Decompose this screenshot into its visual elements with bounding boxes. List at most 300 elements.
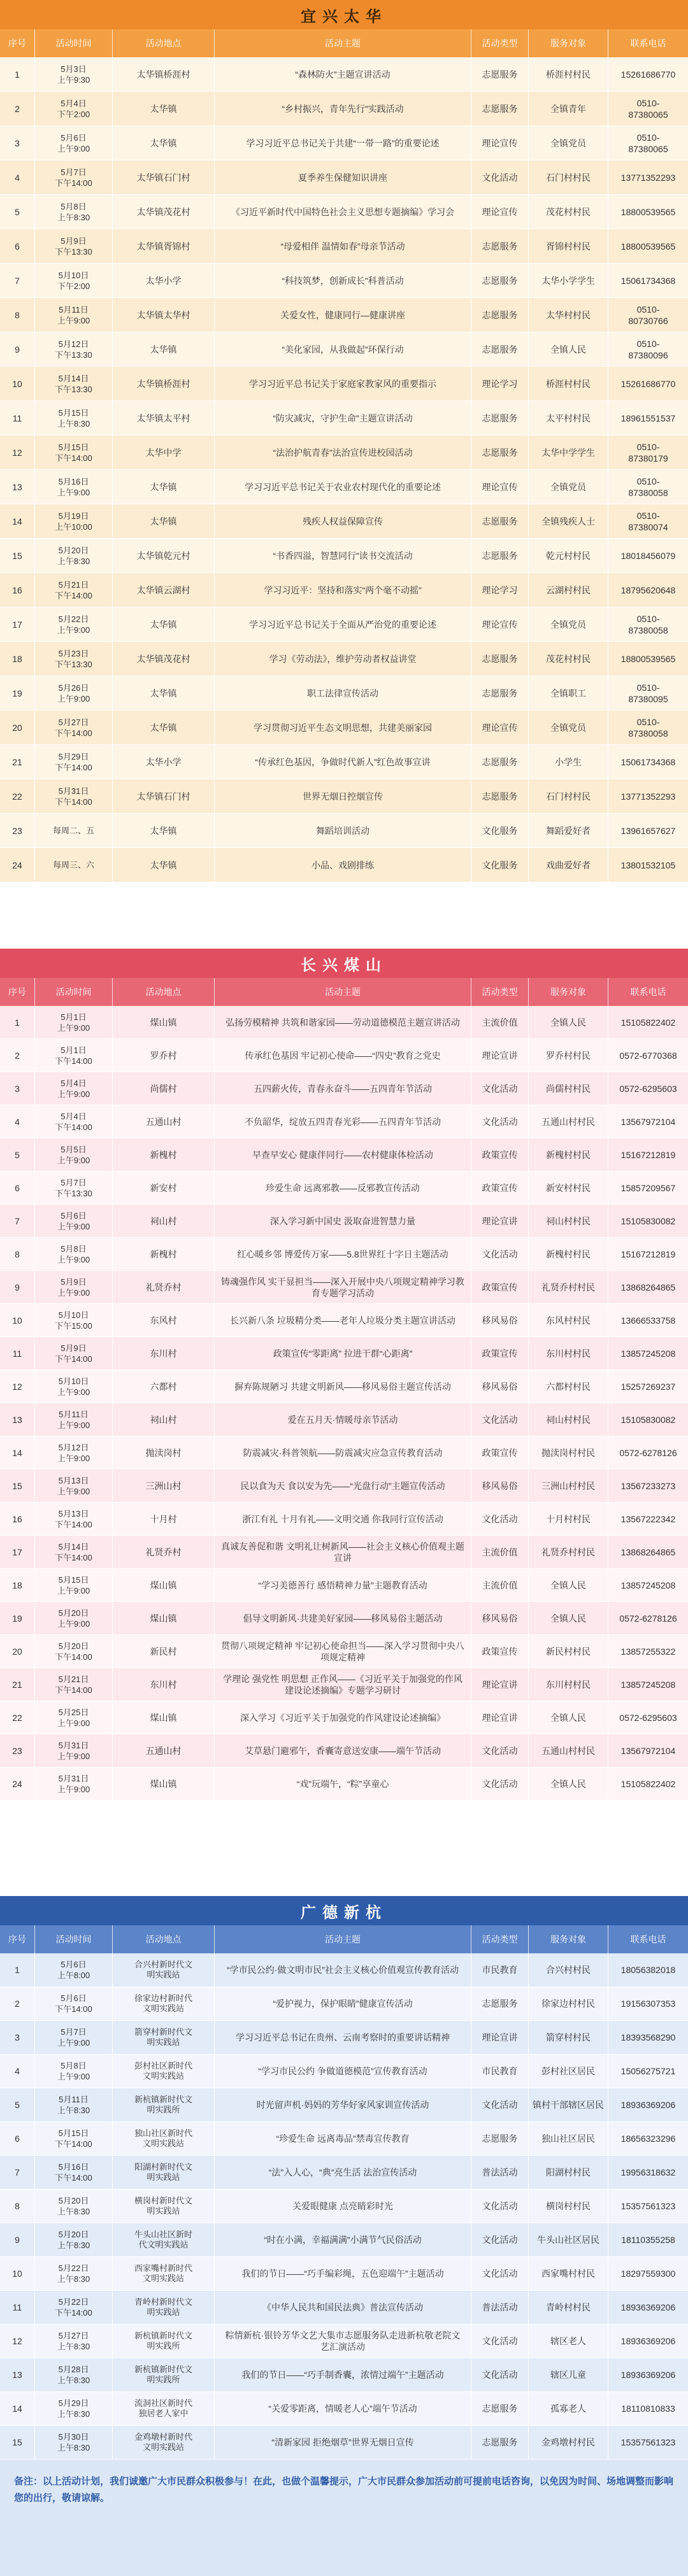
activity-date: 5月25日 [58,1707,89,1717]
service-target: 全镇党员 [550,722,586,733]
contact-phone-cell [608,2088,688,2122]
activity-theme: 民以食为天 食以安为先——“光盘行动”主题宣传活动 [240,1480,445,1491]
activity-theme: “戏”玩端午，“粽”享童心 [296,1778,389,1789]
activity-time: 上午8:30 [57,2240,90,2250]
activity-type-cell [471,1072,529,1105]
service-target: 茂花村村民 [546,653,591,664]
activity-date: 5月16日 [58,2162,89,2172]
table-row [0,367,688,401]
activity-theme-cell [215,1436,471,1469]
service-target: 太华小学学生 [541,275,595,286]
activity-time-cell [35,779,113,814]
row-number: 19 [12,688,22,698]
activity-theme-cell [215,2190,471,2223]
activity-location: 三洲山村 [145,1480,182,1491]
table-row [0,539,688,573]
row-number-cell [0,504,35,539]
activity-type: 志愿服务 [482,653,518,664]
activity-date: 5月10日 [58,1376,89,1386]
activity-location: 太华镇胥锦村 [136,241,190,251]
activity-time-cell [35,57,113,92]
service-target: 五通山村村民 [541,1116,595,1127]
table-row [0,1337,688,1370]
contact-phone-cell [608,470,688,504]
activity-time: 上午8:00 [57,1971,90,1980]
activity-type-cell [471,126,529,160]
activity-location-cell [113,814,215,848]
activity-date: 5月15日 [58,2128,89,2138]
activity-location-cell [113,1138,215,1171]
activity-location: 新杭镇新时代文明实践所 [134,2095,192,2114]
activity-date: 5月29日 [58,751,89,761]
activity-type: 志愿服务 [482,2437,518,2447]
activity-date: 5月15日 [58,407,89,418]
contact-phone-cell [608,1205,688,1238]
activity-time: 上午9:00 [57,1718,90,1728]
contact-phone-cell [608,1602,688,1635]
activity-time-cell [35,332,113,367]
activity-time: 上午8:30 [57,418,90,428]
table-row [0,1503,688,1536]
table-row [0,332,688,367]
schedule-section-yixing-taihua [0,0,688,882]
service-target-cell [529,2156,608,2190]
row-number-cell [0,401,35,435]
activity-type: 理论宣讲 [482,1050,518,1061]
schedule-section-guangde-xinhang [0,1896,688,2459]
activity-theme: 世界无烟日控烟宣传 [303,791,383,802]
activity-date: 5月23日 [58,648,89,658]
activity-theme: 《习近平新时代中国特色社会主义思想专题摘编》学习会 [231,206,454,217]
service-target-cell [529,1271,608,1304]
activity-type-cell [471,1039,529,1072]
schedule-section-changxing-meishan [0,949,688,1801]
activity-type: 文化活动 [482,1414,518,1425]
contact-phone-cell [608,2223,688,2257]
activity-theme: 贯彻八项规定精神 牢记初心使命担当——深入学习贯彻中央八项规定精神 [221,1640,464,1662]
row-number: 15 [12,550,22,561]
activity-location-cell [113,1602,215,1635]
row-number: 3 [15,2032,20,2042]
service-target-cell [529,1006,608,1039]
activity-theme-cell [215,1953,471,1987]
row-number-cell [0,435,35,470]
activity-location: 太华镇 [150,688,177,698]
activity-date: 5月7日 [61,167,87,177]
activity-location-cell [113,435,215,470]
row-number-cell [0,1701,35,1734]
service-target-cell [529,676,608,711]
table-body [0,57,688,882]
row-number: 20 [12,722,22,733]
contact-phone: 0510-87380179 [628,441,668,464]
service-target: 太华村村民 [546,309,591,320]
service-target: 桥涯村村民 [546,378,591,389]
service-target-cell [529,1072,608,1105]
activity-location: 太华镇 [150,481,177,492]
activity-date: 5月28日 [58,2365,89,2374]
activity-theme: “清新家园 拒绝烟草”世界无烟日宣传 [271,2437,414,2447]
activity-location: 太华镇石门村 [136,172,190,183]
row-number: 8 [15,2201,20,2211]
activity-date: 5月20日 [58,2230,89,2239]
contact-phone-cell [608,195,688,229]
row-number: 7 [15,1215,20,1226]
activity-date: 5月12日 [58,339,89,349]
activity-location: 新槐村 [150,1249,177,1259]
activity-type: 文化活动 [482,172,518,183]
activity-theme: “时在小满，幸福满满”小满节气民俗活动 [264,2235,422,2245]
row-number: 6 [15,241,20,251]
activity-location-cell [113,1701,215,1734]
activity-type: 志愿服务 [482,69,518,80]
activity-location-cell [113,2088,215,2122]
contact-phone-cell [608,1668,688,1701]
activity-type-cell [471,1987,529,2021]
row-number: 18 [12,653,22,664]
contact-phone-cell [608,711,688,745]
contact-phone-cell [608,2291,688,2325]
activity-theme: 小品、戏剧排练 [312,860,374,870]
activity-time-cell [35,92,113,126]
service-target: 独山社区居民 [541,2134,595,2144]
service-target-cell [529,2088,608,2122]
activity-type: 普法活动 [482,2302,518,2312]
row-number: 23 [12,1745,22,1756]
activity-location-cell [113,2122,215,2156]
activity-time: 上午9:00 [57,1618,90,1629]
activity-time: 下午13:30 [55,659,92,669]
activity-location-cell [113,126,215,160]
activity-type-cell [471,2088,529,2122]
activity-type-cell [471,2291,529,2325]
row-number: 13 [12,1414,22,1425]
activity-date: 5月26日 [58,683,89,693]
activity-time-cell [35,2291,113,2325]
activity-type-cell [471,1536,529,1569]
row-number: 22 [12,1712,22,1723]
row-number: 2 [15,1999,20,2009]
activity-date: 5月10日 [58,1310,89,1320]
table-row [0,573,688,607]
row-number-cell [0,1767,35,1801]
activity-theme-cell [215,1767,471,1801]
activity-location: 礼贤乔村 [145,1282,182,1292]
row-number: 9 [15,344,20,355]
activity-time-cell [35,1635,113,1668]
activity-type-cell [471,1006,529,1039]
activity-theme-cell [215,2392,471,2426]
activity-time: 下午14:00 [55,178,92,188]
activity-theme-cell [215,229,471,264]
activity-time-cell [35,1987,113,2021]
activity-theme: 长兴新八条 垃圾精分类——老年人垃圾分类主题宣讲活动 [230,1315,455,1326]
activity-type: 文化活动 [482,2336,518,2346]
contact-phone-cell [608,1436,688,1469]
activity-theme-cell [215,539,471,573]
activity-date: 5月14日 [58,373,89,383]
contact-phone: 18656323296 [620,2134,676,2144]
row-number: 22 [12,791,22,802]
activity-theme: 学习习近平总书记关于农业农村现代化的重要论述 [245,481,441,492]
contact-phone-cell [608,814,688,848]
activity-location: 阳湖村新时代文明实践站 [134,2162,192,2182]
table-row [0,2088,688,2122]
activity-time-cell [35,848,113,882]
service-target: 全镇人民 [550,1712,586,1723]
row-number-cell [0,229,35,264]
section-title: 长兴煤山 [0,949,688,978]
row-number-cell [0,642,35,676]
contact-phone: 0510-80730766 [628,304,668,326]
activity-time: 下午15:00 [55,1320,92,1331]
activity-type: 志愿服务 [482,447,518,458]
contact-phone-cell [608,779,688,814]
row-number: 3 [15,138,20,148]
activity-location: 太华镇 [150,722,177,733]
column-header-phone: 联系电话 [630,987,666,997]
service-target: 罗乔村村民 [546,1050,591,1061]
service-target: 箭穿村村民 [546,2032,591,2042]
activity-type-cell [471,1602,529,1635]
contact-phone: 0572-6770368 [619,1050,677,1061]
activity-type-cell [471,2223,529,2257]
activity-location-cell [113,1039,215,1072]
service-target-cell [529,2291,608,2325]
activity-date: 5月7日 [61,1177,87,1187]
activity-location: 太华镇云湖村 [136,584,190,595]
service-target-cell [529,470,608,504]
activity-time: 上午9:00 [57,1387,90,1397]
row-number-cell [0,676,35,711]
contact-phone: 18800539565 [620,241,676,251]
service-target: 十月村村民 [546,1513,591,1524]
activity-time-cell [35,160,113,195]
row-number: 24 [12,860,22,870]
row-number: 1 [15,69,20,80]
row-number-cell [0,195,35,229]
service-target-cell [529,1635,608,1668]
activity-location: 太华镇桥涯村 [136,378,190,389]
service-target: 祠山村村民 [546,1215,591,1226]
service-target-cell [529,1569,608,1602]
column-header-target: 服务对象 [529,978,608,1006]
activity-location-cell [113,1668,215,1701]
contact-phone: 13771352293 [620,791,676,802]
activity-theme-cell [215,745,471,779]
row-number-cell [0,1370,35,1403]
service-target: 彭村社区居民 [541,2066,595,2076]
table-row [0,1701,688,1734]
activity-theme: “书香四溢，智慧同行”读书交流活动 [273,550,413,561]
contact-phone-cell [608,1635,688,1668]
activity-type-cell [471,814,529,848]
contact-phone: 15105830082 [620,1215,676,1226]
activity-theme: 我们的节日——“巧手制香囊，浓情过端午”主题活动 [241,2370,444,2380]
table-row [0,2122,688,2156]
activity-theme: 学习贯彻习近平生态文明思想，共建美丽家园 [254,722,432,733]
activity-theme-cell [215,779,471,814]
activity-date: 5月21日 [58,1674,89,1684]
activity-theme-cell [215,2088,471,2122]
service-target-cell [529,1370,608,1403]
service-target: 新槐村村民 [546,1149,591,1160]
row-number-cell [0,160,35,195]
activity-date: 5月31日 [58,1773,89,1783]
activity-theme-cell [215,1006,471,1039]
contact-phone-cell [608,1370,688,1403]
table-row [0,229,688,264]
activity-location-cell [113,1105,215,1138]
contact-phone-cell [608,298,688,332]
activity-time-cell [35,814,113,848]
activity-type-cell [471,1138,529,1171]
activity-type: 主流价值 [482,1546,518,1557]
activity-location-cell [113,1987,215,2021]
service-target: 东川村村民 [546,1679,591,1690]
activity-type: 志愿服务 [482,756,518,767]
activity-type: 普法活动 [482,2167,518,2177]
activity-theme: 红心暖乡邻 博爱传万家——5.8世界红十字日主题活动 [237,1249,448,1259]
activity-time-cell [35,1105,113,1138]
row-number: 10 [12,1315,22,1326]
activity-type: 理论宣传 [482,481,518,492]
activity-location-cell [113,1238,215,1271]
activity-date: 每周二、五 [52,826,94,835]
activity-date: 5月31日 [58,1740,89,1750]
table-row [0,1569,688,1602]
activity-type-cell [471,1370,529,1403]
activity-type-cell [471,332,529,367]
row-number: 2 [15,1050,20,1061]
contact-phone-cell [608,1072,688,1105]
contact-phone-cell [608,1469,688,1503]
activity-time-cell [35,607,113,642]
contact-phone-cell [608,1987,688,2021]
activity-theme: 关爱眼健康 点亮睛彩时光 [292,2201,393,2211]
activity-type: 理论宣传 [482,206,518,217]
column-header-time: 活动时间 [35,1925,113,1953]
activity-theme: 学习《劳动法》，维护劳动者权益讲堂 [269,653,417,664]
activity-type-cell [471,264,529,298]
activity-time-cell [35,573,113,607]
activity-type: 政策宣传 [482,1282,518,1292]
column-header-target: 服务对象 [529,29,608,57]
row-number-cell [0,1436,35,1469]
activity-time: 下午14:00 [55,1652,92,1662]
activity-time-cell [35,676,113,711]
contact-phone: 18936369206 [620,2302,676,2312]
service-target: 祠山村村民 [546,1414,591,1425]
service-target: 辖区儿童 [550,2370,586,2380]
service-target: 石门村村民 [546,172,591,183]
service-target: 辖区老人 [550,2336,586,2346]
contact-phone-cell [608,229,688,264]
activity-time-cell [35,367,113,401]
activity-theme-cell [215,401,471,435]
activity-location: 太华镇 [150,825,177,836]
row-number: 5 [15,1149,20,1160]
contact-phone-cell [608,1767,688,1801]
activity-location-cell [113,1006,215,1039]
row-number: 3 [15,1083,20,1094]
activity-type: 理论宣讲 [482,1679,518,1690]
activity-type: 理论学习 [482,584,518,595]
contact-phone: 15261686770 [620,378,676,389]
row-number-cell [0,2021,35,2055]
activity-time: 上午8:30 [57,2274,90,2284]
activity-theme-cell [215,1370,471,1403]
activity-theme-cell [215,2358,471,2392]
service-target-cell [529,1304,608,1337]
contact-phone-cell [608,1503,688,1536]
activity-date: 5月13日 [58,1508,89,1518]
service-target: 全镇党员 [550,481,586,492]
contact-phone: 0510-87380095 [628,682,668,704]
row-number-cell [0,92,35,126]
activity-time-cell [35,470,113,504]
row-number-cell [0,1635,35,1668]
activity-theme: 早查早安心 健康伴同行——农村健康体检活动 [252,1149,433,1160]
activity-time: 下午14:00 [55,453,92,463]
activity-time: 上午8:30 [57,2207,90,2216]
contact-phone: 15167212819 [620,1249,676,1259]
service-target: 胥锦村村民 [546,241,591,251]
row-number: 2 [15,103,20,114]
row-number: 14 [12,2403,22,2414]
contact-phone-cell [608,1238,688,1271]
activity-time-cell [35,711,113,745]
service-target-cell [529,92,608,126]
activity-time-cell [35,1006,113,1039]
service-target: 小学生 [555,756,582,767]
activity-theme: “森林防火”主题宣讲活动 [295,69,391,80]
row-number-cell [0,298,35,332]
service-target-cell [529,1039,608,1072]
activity-location: 独山社区新时代文明实践站 [134,2128,192,2148]
row-number-cell [0,539,35,573]
activity-type-cell [471,711,529,745]
activity-theme-cell [215,848,471,882]
service-target: 礼贤乔村村民 [541,1546,595,1557]
contact-phone-cell [608,1006,688,1039]
contact-phone-cell [608,1953,688,1987]
service-target-cell [529,711,608,745]
service-target: 云湖村村民 [546,584,591,595]
table-row [0,814,688,848]
activity-time-cell [35,229,113,264]
row-number: 24 [12,1778,22,1789]
row-number-cell [0,1138,35,1171]
activity-time: 上午9:00 [57,487,90,497]
contact-phone: 13868264865 [620,1282,676,1292]
activity-date: 5月7日 [61,2027,87,2037]
service-target: 全镇青年 [550,103,586,114]
contact-phone: 13801532105 [620,860,676,870]
row-number-cell [0,711,35,745]
activity-theme-cell [215,607,471,642]
activity-location: 太华镇 [150,860,177,870]
activity-time: 下午13:30 [55,1188,92,1198]
activity-type: 文化活动 [482,1745,518,1756]
activity-theme: 不负韶华，绽放五四青春光彩——五四青年节活动 [245,1116,441,1127]
activity-theme-cell [215,2426,471,2459]
service-target-cell [529,2223,608,2257]
activity-location: 徐家边村新时代文明实践站 [134,1993,192,2013]
contact-phone: 15056275721 [620,2066,676,2076]
row-number-cell [0,2088,35,2122]
contact-phone: 13666533758 [620,1315,676,1326]
